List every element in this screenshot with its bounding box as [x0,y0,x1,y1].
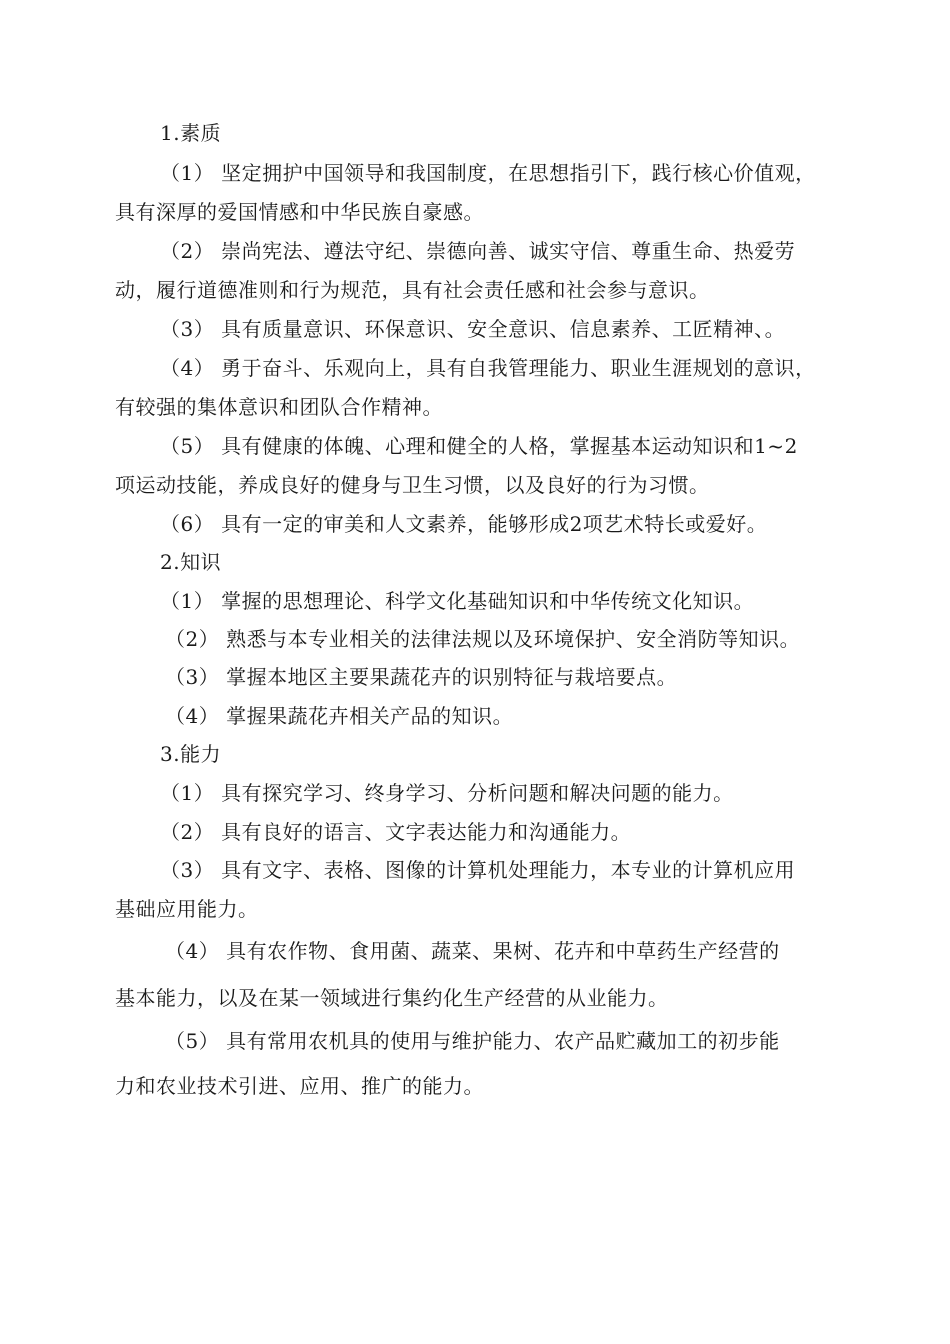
paragraph-ability-5-line-1: （5） 具有常用农机具的使用与维护能力、农产品贮藏加工的初步能 [165,1029,780,1053]
paragraph-ability-2-line-1: （2） 具有良好的语言、文字表达能力和沟通能力。 [160,820,632,844]
paragraph-quality-4-line-2: 有较强的集体意识和团队合作精神。 [115,395,443,419]
paragraph-quality-4-line-1: （4） 勇于奋斗、乐观向上，具有自我管理能力、职业生涯规划的意识， [160,356,816,380]
paragraph-knowledge-2-line-1: （2） 熟悉与本专业相关的法律法规以及环境保护、安全消防等知识。 [165,627,801,651]
paragraph-quality-2-line-1: （2） 崇尚宪法、遵法守纪、崇德向善、诚实守信、尊重生命、热爱劳 [160,239,796,263]
paragraph-ability-1-line-1: （1） 具有探究学习、终身学习、分析问题和解决问题的能力。 [160,781,734,805]
paragraph-quality-6-line-1: （6） 具有一定的审美和人文素养，能够形成2项艺术特长或爱好。 [160,512,768,536]
paragraph-quality-2-line-2: 动，履行道德准则和行为规范，具有社会责任感和社会参与意识。 [115,278,710,302]
paragraph-ability-4-line-1: （4） 具有农作物、食用菌、蔬菜、果树、花卉和中草药生产经营的 [165,939,780,963]
paragraph-ability-4-line-2: 基本能力，以及在某一领域进行集约化生产经营的从业能力。 [115,986,669,1010]
paragraph-quality-1-line-2: 具有深厚的爱国情感和中华民族自豪感。 [115,200,484,224]
paragraph-knowledge-3-line-1: （3） 掌握本地区主要果蔬花卉的识别特征与栽培要点。 [165,665,678,689]
paragraph-ability-3-line-1: （3） 具有文字、表格、图像的计算机处理能力，本专业的计算机应用 [160,858,796,882]
section-heading-quality: 1.素质 [160,121,222,145]
paragraph-quality-3-line-1: （3） 具有质量意识、环保意识、安全意识、信息素养、工匠精神、。 [160,317,786,341]
section-heading-ability: 3.能力 [160,742,222,766]
paragraph-ability-5-line-2: 力和农业技术引进、应用、推广的能力。 [115,1074,484,1098]
paragraph-quality-5-line-1: （5） 具有健康的体魄、心理和健全的人格，掌握基本运动知识和1~2 [160,434,798,458]
paragraph-knowledge-1-line-1: （1） 掌握的思想理论、科学文化基础知识和中华传统文化知识。 [160,589,755,613]
paragraph-knowledge-4-line-1: （4） 掌握果蔬花卉相关产品的知识。 [165,704,514,728]
paragraph-ability-3-line-2: 基础应用能力。 [115,897,259,921]
paragraph-quality-5-line-2: 项运动技能，养成良好的健身与卫生习惯，以及良好的行为习惯。 [115,473,710,497]
paragraph-quality-1-line-1: （1） 坚定拥护中国领导和我国制度，在思想指引下，践行核心价值观， [160,161,816,185]
section-heading-knowledge: 2.知识 [160,550,222,574]
